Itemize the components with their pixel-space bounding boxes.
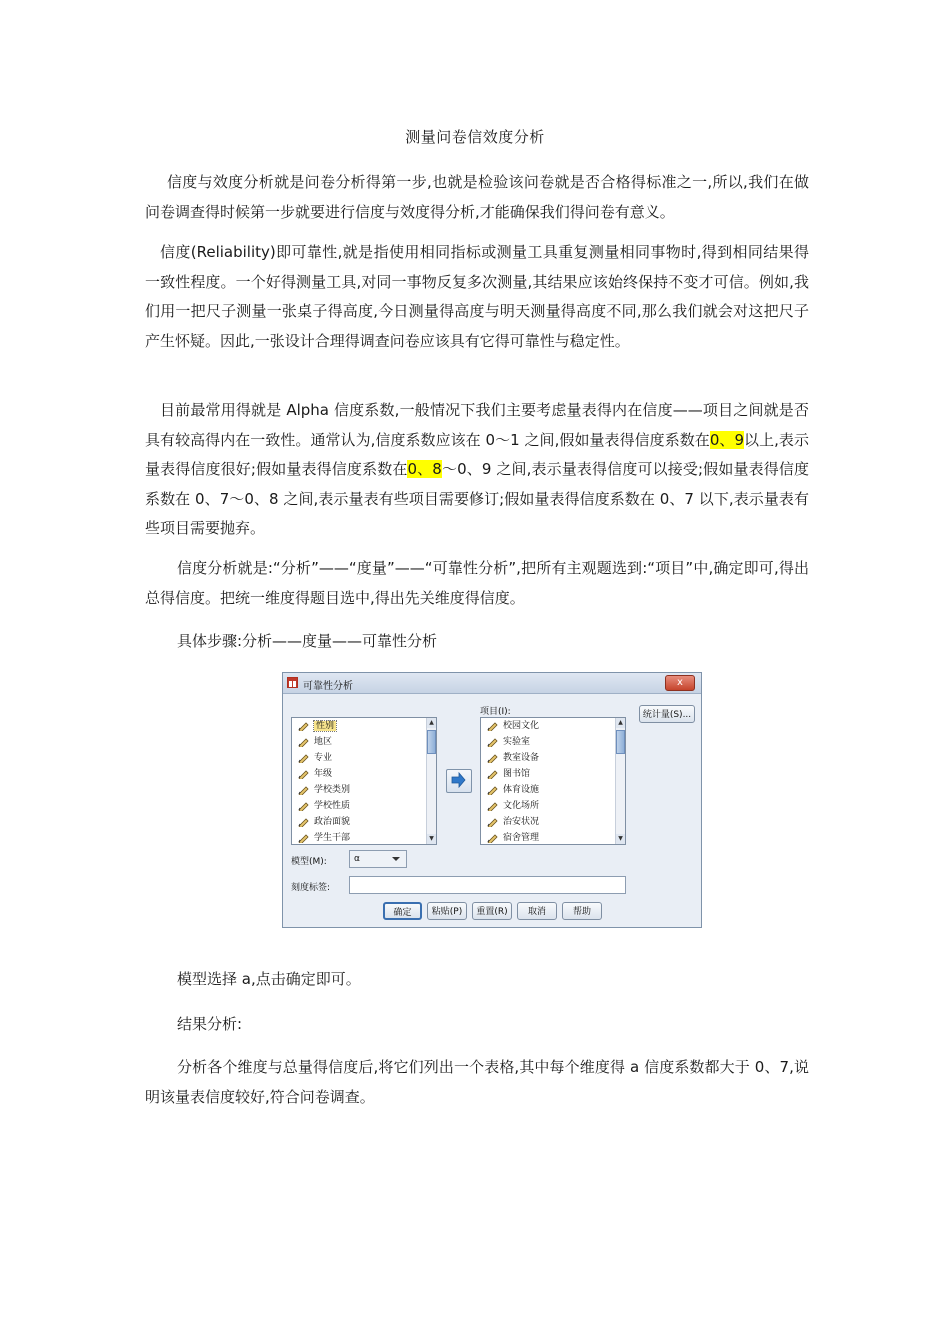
list-item-label: 文化场所 (503, 801, 540, 811)
reliability-analysis-dialog (282, 672, 702, 928)
list-item[interactable] (481, 830, 625, 845)
list-item[interactable] (481, 750, 625, 766)
list-item[interactable] (481, 766, 625, 782)
list-item[interactable] (481, 814, 625, 830)
variables-listbox[interactable] (291, 717, 437, 845)
dialog-title: 可靠性分析 (303, 681, 353, 692)
scale-variable-icon (487, 737, 498, 747)
list-item-label: 政治面貌 (314, 817, 351, 827)
scale-variable-icon (487, 769, 498, 779)
scale-variable-icon (298, 769, 309, 779)
paragraph-steps: 具体步骤:分析——度量——可靠性分析 (177, 632, 438, 650)
list-item[interactable] (292, 718, 436, 734)
highlight-0-9: 0、9 (709, 430, 744, 449)
reset-button[interactable]: 重置(R) (472, 902, 512, 920)
page-title: 测量问卷信效度分析 (405, 128, 545, 146)
list-item[interactable] (292, 766, 436, 782)
scroll-thumb[interactable] (616, 730, 625, 754)
scale-variable-icon (487, 753, 498, 763)
scroll-up-icon[interactable]: ▲ (427, 718, 436, 728)
close-button[interactable]: x (665, 675, 695, 691)
scale-variable-icon (487, 785, 498, 795)
list-item[interactable] (481, 718, 625, 734)
scale-label: 刻度标签: (291, 883, 331, 893)
alpha-text-a: 目前最常用得就是 Alpha 信度系数,一般情况下我们主要考虑量表得内在信度——项目之间就是否具有较高得内在一致性。通常认为,信度系数应该在 0～1 之间,假如量表得信度系数在 (145, 401, 809, 449)
scroll-down-icon[interactable]: ▼ (616, 834, 625, 844)
help-button[interactable]: 帮助 (562, 902, 602, 920)
scale-variable-icon (487, 817, 498, 827)
list-item-label: 实验室 (503, 737, 531, 747)
scale-label-input[interactable] (349, 876, 626, 894)
paragraph-reliability-definition: 信度(Reliability)即可靠性,就是指使用相同指标或测量工具重复测量相同事物时,得到相同结果得一致性程度。一个好得测量工具,对同一事物反复多次测量,其结果应该始终保持不变才可信。例如,我们用一把尺子测量一张桌子得高度,今日测量得高度与明天测量得高度不同,那么我们就会对这把尺子产生怀疑。因此,一张设计合理得调查问卷应该具有它得可靠性与稳定性。 (145, 243, 809, 350)
arrow-right-icon (447, 770, 469, 790)
list-item-label: 地区 (314, 737, 333, 747)
paragraph-steps-summary: 信度分析就是:“分析”——“度量”——“可靠性分析”,把所有主观题选到:“项目”中,确定即可,得出总得信度。把统一维度得题目选中,得出先关维度得信度。 (145, 559, 809, 607)
chevron-down-icon (392, 857, 400, 861)
scrollbar[interactable] (426, 718, 436, 844)
list-item-label: 专业 (314, 753, 333, 763)
list-item-label: 年级 (314, 769, 333, 779)
scale-variable-icon (298, 737, 309, 747)
list-item[interactable] (481, 798, 625, 814)
list-item-label: 性别 (316, 721, 335, 731)
model-select[interactable] (349, 850, 407, 868)
list-item-label: 学校类别 (314, 785, 351, 795)
scroll-up-icon[interactable]: ▲ (616, 718, 625, 728)
list-item[interactable] (292, 798, 436, 814)
scale-variable-icon (487, 721, 498, 731)
list-item[interactable] (292, 734, 436, 750)
scale-variable-icon (487, 801, 498, 811)
ok-button[interactable]: 确定 (383, 902, 422, 920)
scale-variable-icon (298, 721, 309, 731)
list-item-label: 体育设施 (503, 785, 540, 795)
paragraph-intro: 信度与效度分析就是问卷分析得第一步,也就是检验该问卷就是否合格得标准之一,所以,我们在做问卷调查得时候第一步就要进行信度与效度得分析,才能确保我们得问卷有意义。 (145, 173, 809, 221)
scroll-down-icon[interactable]: ▼ (427, 834, 436, 844)
paragraph-model-choice: 模型选择 a,点击确定即可。 (177, 970, 361, 988)
scale-variable-icon (298, 753, 309, 763)
list-item[interactable] (292, 750, 436, 766)
scrollbar[interactable] (615, 718, 625, 844)
paste-button[interactable]: 粘贴(P) (427, 902, 467, 920)
dialog-titlebar (283, 673, 701, 694)
list-item[interactable] (292, 814, 436, 830)
highlight-0-8: 0、8 (407, 460, 442, 478)
list-item-label: 学校性质 (314, 801, 351, 811)
statistics-button[interactable]: 统计量(S)... (639, 705, 695, 723)
list-item-label: 治安状况 (503, 817, 540, 827)
scroll-thumb[interactable] (427, 730, 436, 754)
list-item-label: 图书馆 (503, 769, 531, 779)
alpha-text-c: ～0、9 之间,表示量表得信度可以接受;假如量表得信度系数在 0、7～0、8 之间,表示量表有些项目需要修订;假如量表得信度系数在 0、7 以下,表示量表有些项目需要抛弃。 (145, 460, 809, 537)
list-item[interactable] (292, 782, 436, 798)
list-item-label: 宿舍管理 (503, 833, 540, 843)
scale-variable-icon (298, 801, 309, 811)
paragraph-results-heading: 结果分析: (177, 1015, 243, 1033)
paragraph-alpha-coefficient (145, 396, 809, 544)
model-value: α (354, 854, 360, 864)
model-label: 模型(M): (291, 857, 327, 867)
scale-variable-icon (298, 833, 309, 843)
list-item[interactable] (481, 782, 625, 798)
alpha-text-b: 以上,表示量表得信度很好;假如量表得信度系数在 (145, 430, 809, 478)
scale-variable-icon (298, 817, 309, 827)
list-item[interactable] (481, 734, 625, 750)
move-to-items-button[interactable] (446, 769, 472, 793)
list-item-label: 学生干部 (314, 833, 351, 843)
paragraph-results: 分析各个维度与总量得信度后,将它们列出一个表格,其中每个维度得 a 信度系数都大于 0、7,说明该量表信度较好,符合问卷调查。 (145, 1058, 809, 1106)
list-item[interactable] (292, 830, 436, 845)
items-listbox[interactable] (480, 717, 626, 845)
list-item-label: 教室设备 (503, 753, 540, 763)
items-label: 项目(I): (480, 707, 511, 717)
cancel-button[interactable]: 取消 (517, 902, 557, 920)
list-item-label: 校园文化 (503, 721, 540, 731)
scale-variable-icon (487, 833, 498, 843)
scale-variable-icon (298, 785, 309, 795)
table-icon (287, 677, 298, 688)
